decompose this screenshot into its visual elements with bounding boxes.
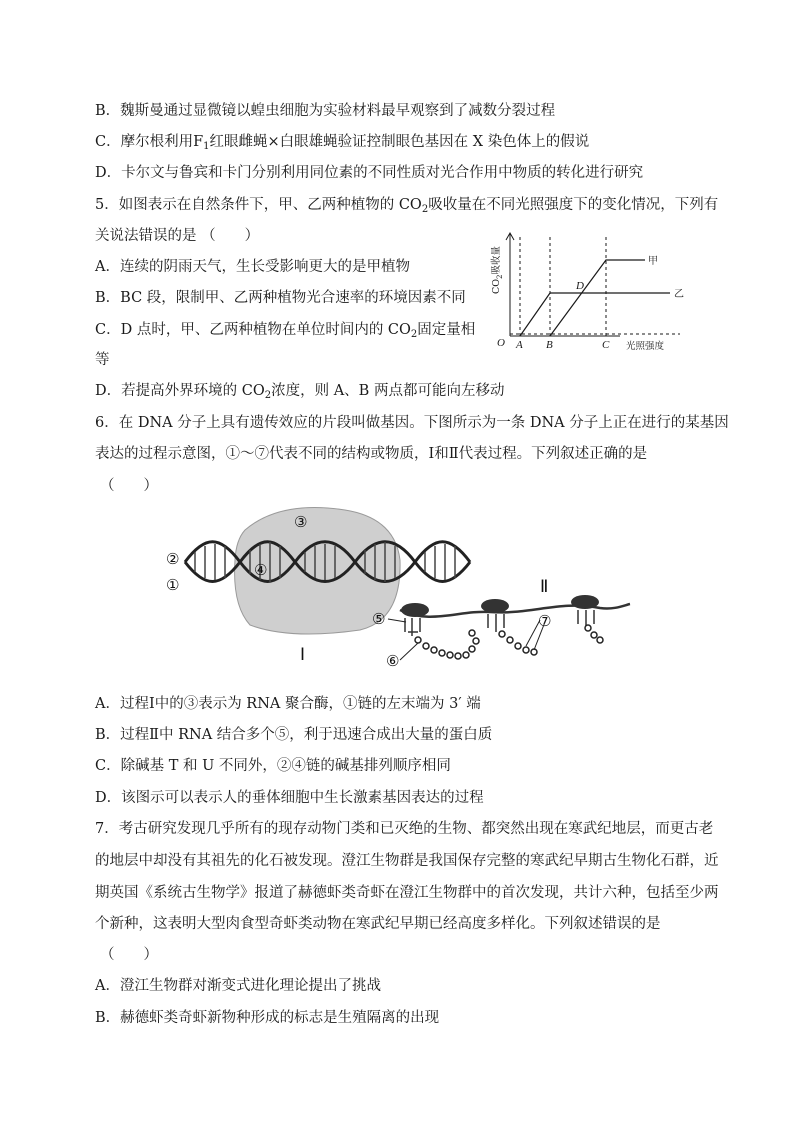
q7-option-a: A．澄江生物群对渐变式进化理论提出了挑战 — [95, 978, 381, 994]
q7-stem-line1: 7．考古研究发现几乎所有的现存动物门类和已灭绝的生物、都突然出现在寒武纪地层，而更古老 — [95, 821, 714, 837]
point-c-label: C — [602, 339, 610, 351]
curve-yi — [520, 293, 670, 336]
q5-stem-text: 5．如图表示在自然条件下，甲、乙两种植物的 CO — [95, 197, 422, 213]
q5-option-d-text2: 浓度，则 A、B 两点都可能向左移动 — [271, 383, 505, 399]
q4-option-b: B．魏斯曼通过显微镜以蝗虫细胞为实验材料最早观察到了减数分裂过程 — [95, 103, 556, 119]
y-axis-label: $CO_2$吸收量 — [491, 245, 504, 294]
q6-option-b: B．过程Ⅱ中 RNA 结合多个⑤，利于迅速合成出大量的蛋白质 — [95, 727, 493, 743]
series-jia-label: 甲 — [648, 256, 658, 267]
point-d-label: D — [576, 280, 584, 292]
q5-option-a: A．连续的阴雨天气，生长受影响更大的是甲植物 — [95, 259, 410, 275]
co2-absorption-graph — [480, 228, 690, 353]
label-1: ① — [166, 576, 180, 594]
q6-stem-line1: 6．在 DNA 分子上具有遗传效应的片段叫做基因。下图所示为一条 DNA 分子上正在进行的某基因 — [95, 415, 729, 431]
label-4: ④ — [254, 561, 268, 579]
q4-option-c-sub: 1 — [203, 141, 210, 152]
q6-option-a-text2: 端 — [461, 696, 481, 712]
polypeptide-chains — [415, 625, 603, 659]
point-b-label: B — [546, 339, 553, 351]
q5-stem-sub: 2 — [421, 204, 429, 215]
q6-option-c: C．除碱基 T 和 U 不同外，②④链的碱基排列顺序相同 — [95, 758, 451, 774]
label-3: ③ — [294, 513, 308, 531]
process-2-label: Ⅱ — [540, 577, 549, 596]
q7-stem-line4: 个新种，这表明大型肉食型奇虾类动物在寒武纪早期已经高度多样化。下列叙述错误的是 — [95, 916, 661, 932]
origin-label: O — [497, 337, 505, 349]
label-7: ⑦ — [538, 612, 552, 630]
q7-option-b: B．赫德虾类奇虾新物种形成的标志是生殖隔离的出现 — [95, 1010, 440, 1026]
q7-stem-line2: 的地层中却没有其祖先的化石被发现。澄江生物群是我国保存完整的寒武纪早期古生物化石群，近 — [95, 853, 719, 869]
q5-option-d-text: D．若提高外界环境的 CO — [95, 383, 265, 399]
x-axis-label: 光照强度 — [626, 341, 665, 352]
q5-stem-text2: 吸收量在不同光照强度下的变化情况，下列有 — [428, 197, 719, 213]
q5-option-c-continued: 等 — [95, 352, 110, 368]
q5-option-c — [95, 320, 475, 345]
series-yi-label: 乙 — [674, 289, 684, 300]
q5-option-b: B．BC 段，限制甲、乙两种植物光合速率的环境因素不同 — [95, 290, 466, 306]
q5-option-c-text: C．D 点时，甲、乙两种植物在单位时间内的 CO — [95, 322, 411, 338]
label-2: ② — [166, 550, 180, 568]
q6-stem-line2: 表达的过程示意图，①～⑦代表不同的结构或物质，Ⅰ和Ⅱ代表过程。下列叙述正确的是 — [95, 446, 648, 462]
q5-option-c-text2: 固定量相 — [417, 322, 476, 338]
q4-option-c — [95, 132, 589, 157]
q4-option-c-text: C．摩尔根利用F — [95, 134, 204, 150]
q7-stem-line3: 期英国《系统古生物学》报道了赫德虾类奇虾在澄江生物群中的首次发现，共计六种，包括至少两 — [95, 885, 719, 901]
q5-option-d — [95, 381, 504, 406]
curve-jia — [550, 260, 645, 336]
q5-stem-line2: 关说法错误的是 （ ） — [95, 228, 260, 244]
label-5: ⑤ — [372, 610, 386, 628]
q6-option-a-text: A．过程Ⅰ中的③表示为 RNA 聚合酶，①链的左末端为 3 — [95, 696, 459, 712]
label-6: ⑥ — [386, 652, 400, 670]
q7-stem-line5: （ ） — [100, 947, 158, 963]
q4-option-c-text2: 红眼雌蝇×白眼雄蝇验证控制眼色基因在 X 染色体上的假说 — [209, 134, 590, 150]
q6-option-d: D．该图示可以表示人的垂体细胞中生长激素基因表达的过程 — [95, 790, 484, 806]
point-a-label: A — [516, 339, 523, 351]
q6-stem-line3: （ ） — [100, 478, 158, 494]
q5-option-d-sub: 2 — [264, 390, 272, 401]
q6-option-a-prime: ′ — [458, 696, 462, 712]
q5-stem-line1 — [95, 195, 718, 220]
gene-expression-figure — [160, 500, 640, 680]
guide-lines — [510, 236, 680, 336]
q5-option-c-sub: 2 — [410, 329, 418, 340]
q4-option-d: D．卡尔文与鲁宾和卡门分别利用同位素的不同性质对光合作用中物质的转化进行研究 — [95, 165, 644, 181]
process-1-label: Ⅰ — [300, 645, 306, 664]
q6-option-a — [95, 694, 481, 714]
